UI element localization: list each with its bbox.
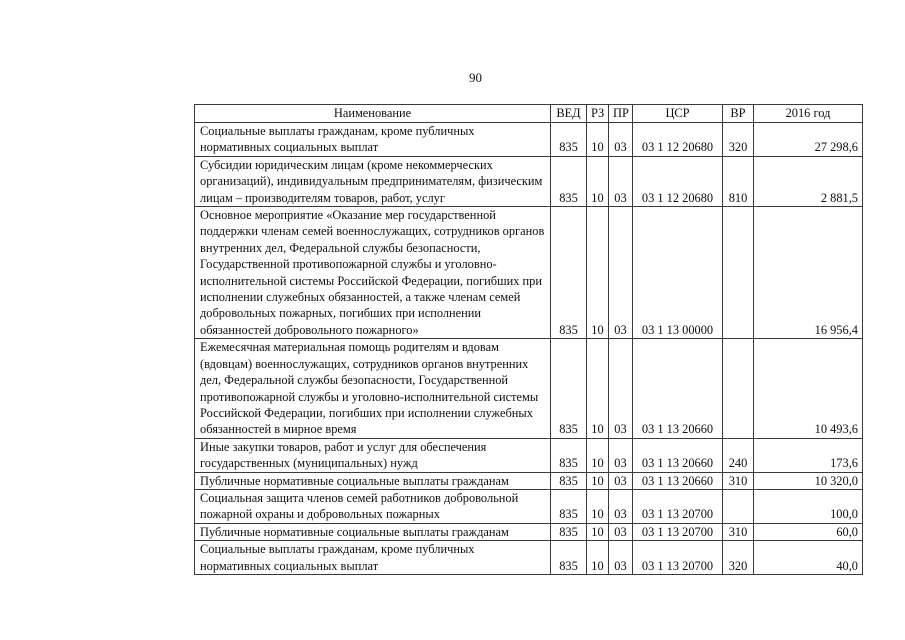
row-name: Ежемесячная материальная помощь родителям и вдовам (вдовцам) военнослужащих, сотрудников органов внутренних дел, Федеральной службы безопасности, Государственной противопожарной службы и уголовно-исполнительной системы Российской Федерации, погибших при исполнении служебных обязанностей в мирное время — [195, 339, 551, 438]
header-pr: ПР — [609, 105, 633, 123]
row-pr: 03 — [609, 207, 633, 339]
table-row — [195, 472, 863, 489]
table-row — [195, 541, 863, 575]
row-rz: 10 — [587, 523, 609, 540]
row-vr: 310 — [723, 472, 754, 489]
row-ved: 835 — [551, 438, 587, 472]
row-name: Субсидии юридическим лицам (кроме некоммерческих организаций), индивидуальным предпринимателям, физическим лицам – производителям товаров, работ, услуг — [195, 156, 551, 206]
row-ved: 835 — [551, 472, 587, 489]
row-sum: 10 320,0 — [754, 472, 863, 489]
row-pr: 03 — [609, 472, 633, 489]
row-rz: 10 — [587, 207, 609, 339]
row-pr: 03 — [609, 339, 633, 438]
row-csr: 03 1 12 20680 — [633, 156, 723, 206]
row-vr: 310 — [723, 523, 754, 540]
row-name: Социальная защита членов семей работников добровольной пожарной охраны и добровольных пожарных — [195, 489, 551, 523]
row-vr: 320 — [723, 541, 754, 575]
row-sum: 173,6 — [754, 438, 863, 472]
row-sum: 27 298,6 — [754, 123, 863, 157]
row-vr: 810 — [723, 156, 754, 206]
row-sum: 2 881,5 — [754, 156, 863, 206]
row-csr: 03 1 12 20680 — [633, 123, 723, 157]
row-ved: 835 — [551, 489, 587, 523]
row-rz: 10 — [587, 489, 609, 523]
row-sum: 16 956,4 — [754, 207, 863, 339]
table-row — [195, 339, 863, 438]
table-row — [195, 489, 863, 523]
header-row — [195, 105, 863, 123]
row-ved: 835 — [551, 123, 587, 157]
row-ved: 835 — [551, 207, 587, 339]
header-name: Наименование — [195, 105, 551, 123]
row-name: Публичные нормативные социальные выплаты гражданам — [195, 523, 551, 540]
row-sum: 40,0 — [754, 541, 863, 575]
row-csr: 03 1 13 20660 — [633, 339, 723, 438]
row-vr: 320 — [723, 123, 754, 157]
row-vr — [723, 339, 754, 438]
row-pr: 03 — [609, 123, 633, 157]
row-rz: 10 — [587, 472, 609, 489]
row-rz: 10 — [587, 541, 609, 575]
row-name: Основное мероприятие «Оказание мер государственной поддержки членам семей военнослужащих, сотрудников органов внутренних дел, Федеральной службы безопасности, Государственной противопожарной службы и уголовно-исполнительной системы Российской Федерации, погибших при исполнении служебных обязанностей, а также членам семей добровольных пожарных, погибших при исполнении обязанностей добровольного пожарного» — [195, 207, 551, 339]
row-pr: 03 — [609, 541, 633, 575]
row-csr: 03 1 13 20660 — [633, 438, 723, 472]
row-rz: 10 — [587, 339, 609, 438]
row-sum: 100,0 — [754, 489, 863, 523]
header-rz: РЗ — [587, 105, 609, 123]
table-body — [195, 123, 863, 575]
row-rz: 10 — [587, 438, 609, 472]
table-row — [195, 123, 863, 157]
row-name: Публичные нормативные социальные выплаты гражданам — [195, 472, 551, 489]
row-pr: 03 — [609, 438, 633, 472]
row-pr: 03 — [609, 156, 633, 206]
row-csr: 03 1 13 00000 — [633, 207, 723, 339]
row-vr: 240 — [723, 438, 754, 472]
row-vr — [723, 489, 754, 523]
header-csr: ЦСР — [633, 105, 723, 123]
row-ved: 835 — [551, 523, 587, 540]
row-ved: 835 — [551, 156, 587, 206]
row-pr: 03 — [609, 523, 633, 540]
row-vr — [723, 207, 754, 339]
table-row — [195, 156, 863, 206]
row-rz: 10 — [587, 123, 609, 157]
page-number: 90 — [469, 70, 482, 85]
row-csr: 03 1 13 20700 — [633, 523, 723, 540]
row-name: Социальные выплаты гражданам, кроме публичных нормативных социальных выплат — [195, 541, 551, 575]
header-year: 2016 год — [754, 105, 863, 123]
table-row — [195, 207, 863, 339]
row-csr: 03 1 13 20660 — [633, 472, 723, 489]
header-vr: ВР — [723, 105, 754, 123]
row-ved: 835 — [551, 339, 587, 438]
row-sum: 60,0 — [754, 523, 863, 540]
table-header — [195, 105, 863, 123]
row-csr: 03 1 13 20700 — [633, 541, 723, 575]
table-row — [195, 523, 863, 540]
budget-table — [194, 104, 863, 575]
row-pr: 03 — [609, 489, 633, 523]
table-row — [195, 438, 863, 472]
row-sum: 10 493,6 — [754, 339, 863, 438]
row-name: Социальные выплаты гражданам, кроме публичных нормативных социальных выплат — [195, 123, 551, 157]
row-rz: 10 — [587, 156, 609, 206]
row-ved: 835 — [551, 541, 587, 575]
row-csr: 03 1 13 20700 — [633, 489, 723, 523]
header-ved: ВЕД — [551, 105, 587, 123]
row-name: Иные закупки товаров, работ и услуг для обеспечения государственных (муниципальных) нужд — [195, 438, 551, 472]
